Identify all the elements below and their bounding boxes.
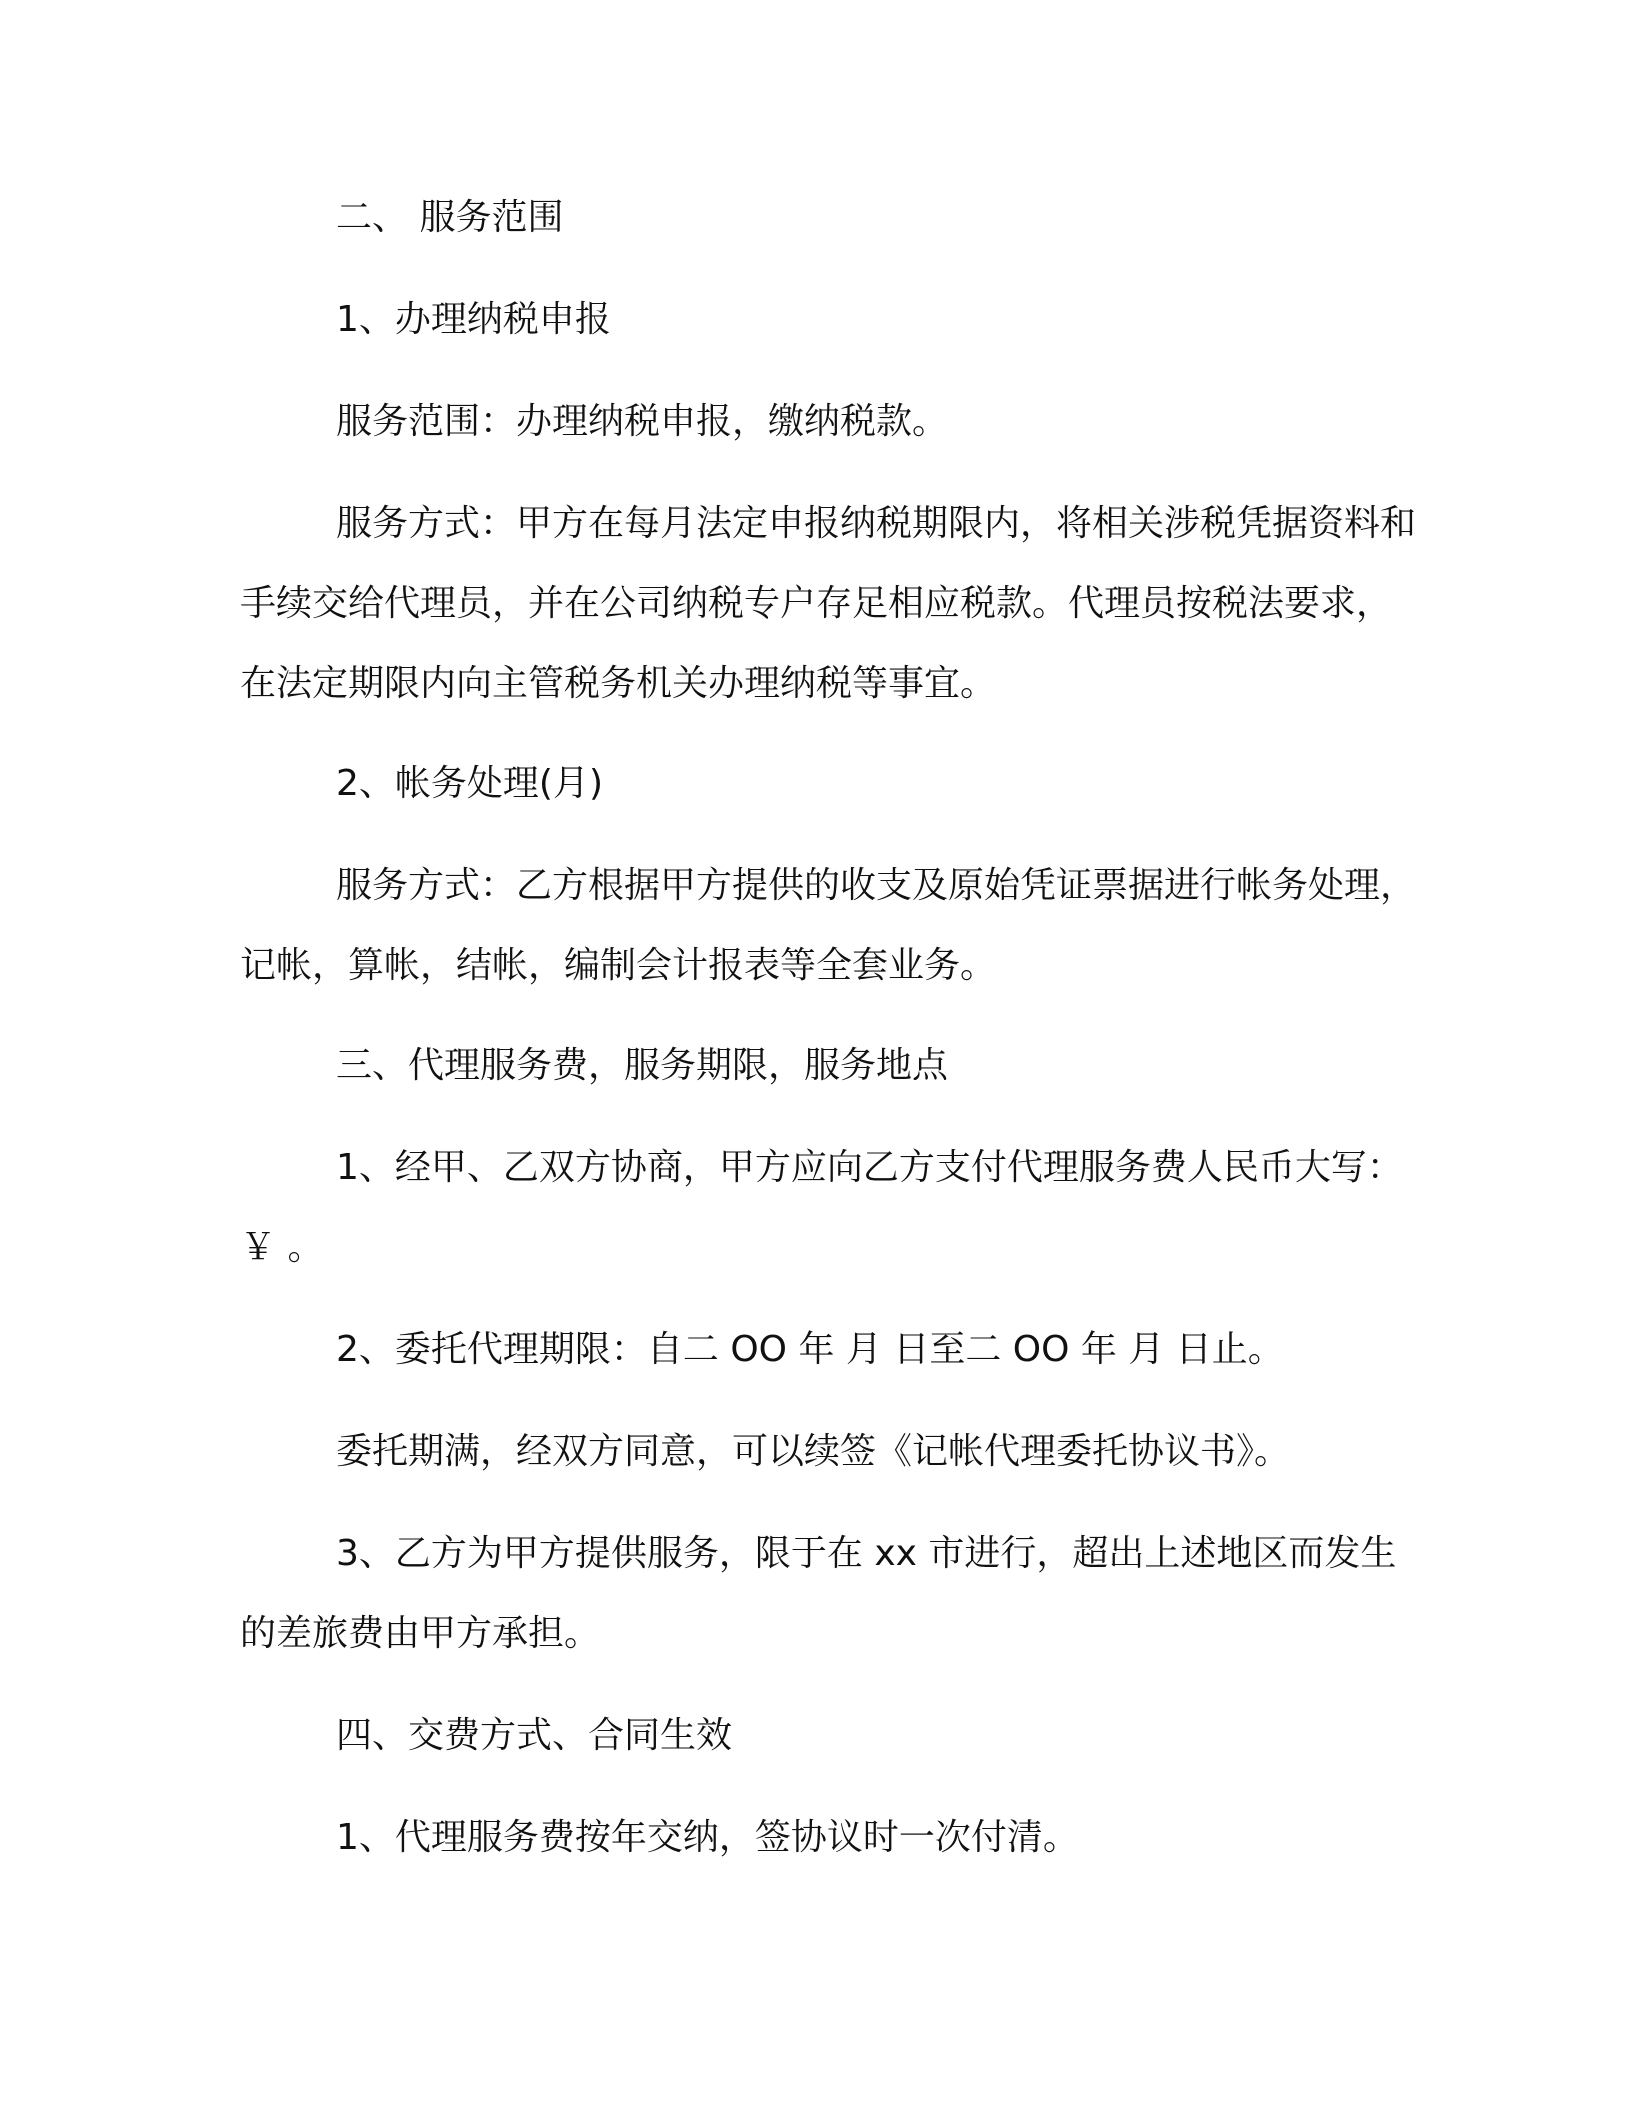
section-heading-fees-term-location: 三、代理服务费，服务期限，服务地点 <box>336 1045 949 1086</box>
tax-filing-method-text: 服务方式：甲方在每月法定申报纳税期限内，将相关涉税凭据资料和手续交给代理员，并在公司纳税专户存足相应税款。代理员按税法要求，在法定期限内向主管税务机关办理纳税等事宜。 <box>240 503 1417 704</box>
payment-method-text: 1、代理服务费按年交纳，签协议时一次付清。 <box>336 1817 1079 1858</box>
tax-filing-scope-text: 服务范围：办理纳税申报，缴纳税款。 <box>336 401 949 442</box>
agency-term-text: 2、委托代理期限：自二 OO 年 月 日至二 OO 年 月 日止。 <box>336 1329 1284 1370</box>
accounting-method-text: 服务方式：乙方根据甲方提供的收支及原始凭证票据进行帐务处理，记帐，算帐，结帐，编制会计报表等全套业务。 <box>240 865 1417 986</box>
section-heading-payment-effect: 四、交费方式、合同生效 <box>336 1715 733 1756</box>
item-tax-filing-title: 1、办理纳税申报 <box>336 299 611 340</box>
section-heading-service-scope: 二、 服务范围 <box>336 197 564 238</box>
fee-agreement-text: 1、经甲、乙双方协商，甲方应向乙方支付代理服务费人民币大写：￥ 。 <box>240 1147 1403 1268</box>
service-location-text: 3、乙方为甲方提供服务，限于在 xx 市进行，超出上述地区而发生的差旅费由甲方承担。 <box>240 1533 1397 1654</box>
renewal-text: 委托期满，经双方同意，可以续签《记帐代理委托协议书》。 <box>336 1431 1291 1472</box>
item-accounting-title: 2、帐务处理(月) <box>336 763 603 804</box>
